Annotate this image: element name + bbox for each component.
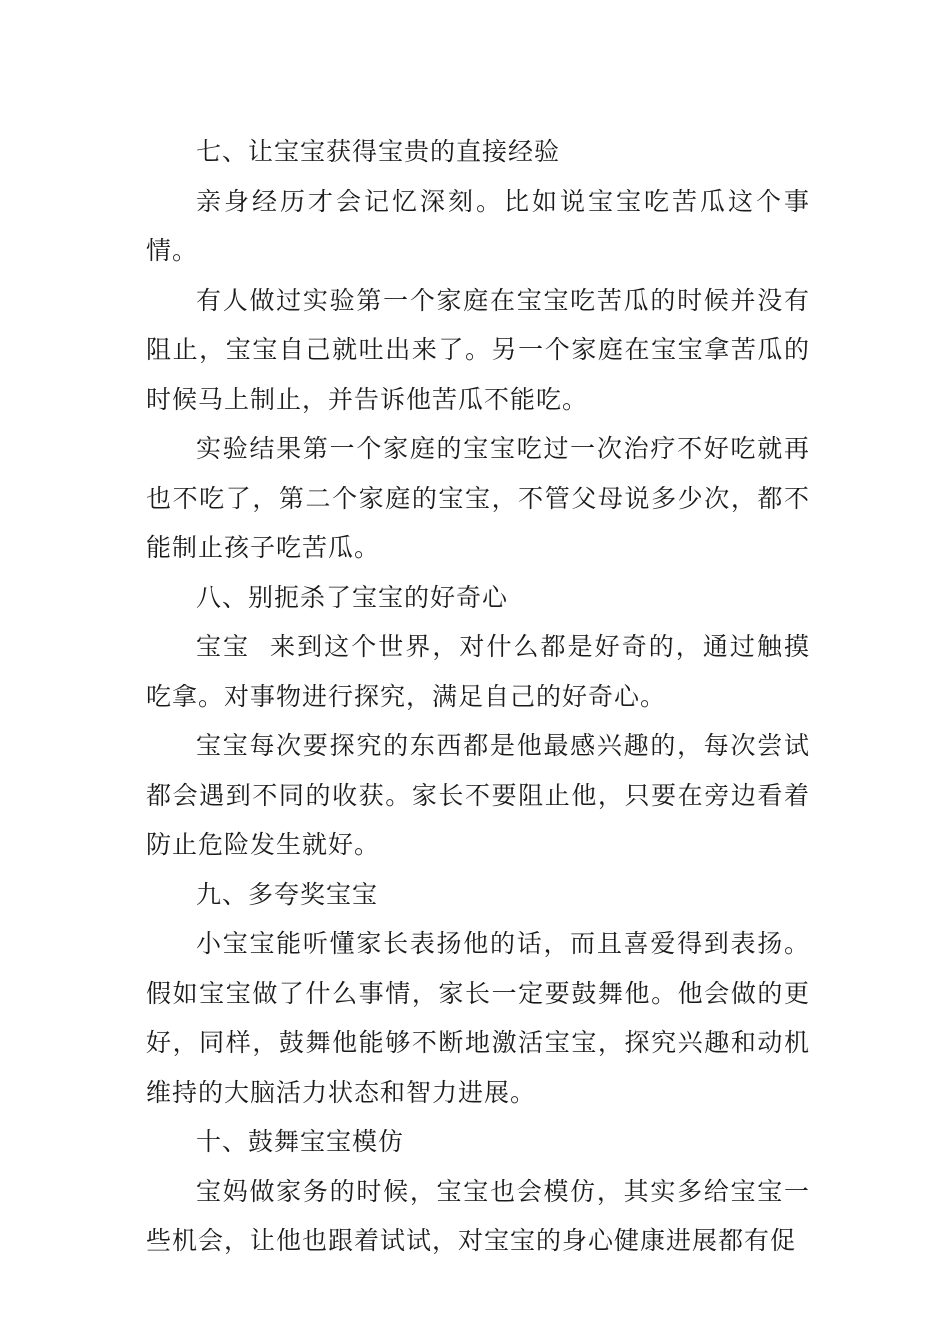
- document-body: [146, 127, 810, 1266]
- paragraph: 宝宝每次要探究的东西都是他最感兴趣的，每次尝试都会遇到不同的收获。家长不要阻止他，只要在旁边看着防止危险发生就好。: [146, 731, 810, 859]
- section-heading-7: 七、让宝宝获得宝贵的直接经验: [196, 137, 561, 166]
- paragraph: 实验结果第一个家庭的宝宝吃过一次治疗不好吃就再也不吃了，第二个家庭的宝宝，不管父母说多少次，都不能制止孩子吃苦瓜。: [146, 434, 810, 562]
- paragraph: 宝妈做家务的时候，宝宝也会模仿，其实多给宝宝一些机会，让他也跟着试试，对宝宝的身心健康进展都有促: [146, 1176, 810, 1255]
- paragraph: 宝宝 来到这个世界，对什么都是好奇的，通过触摸吃拿。对事物进行探究，满足自己的好奇心。: [146, 632, 810, 711]
- paragraph: 有人做过实验第一个家庭在宝宝吃苦瓜的时候并没有阻止，宝宝自己就吐出来了。另一个家庭在宝宝拿苦瓜的时候马上制止，并告诉他苦瓜不能吃。: [146, 285, 810, 414]
- section-heading-10: 十、鼓舞宝宝模仿: [196, 1127, 405, 1156]
- section-heading-8: 八、别扼杀了宝宝的好奇心: [196, 582, 509, 612]
- paragraph: 小宝宝能听懂家长表扬他的话，而且喜爱得到表扬。假如宝宝做了什么事情，家长一定要鼓舞他。他会做的更好，同样，鼓舞他能够不断地激活宝宝，探究兴趣和动机维持的大脑活力状态和智力进展。: [146, 929, 810, 1107]
- section-heading-9: 九、多夸奖宝宝: [196, 879, 379, 909]
- paragraph: 亲身经历才会记忆深刻。比如说宝宝吃苦瓜这个事情。: [146, 186, 810, 265]
